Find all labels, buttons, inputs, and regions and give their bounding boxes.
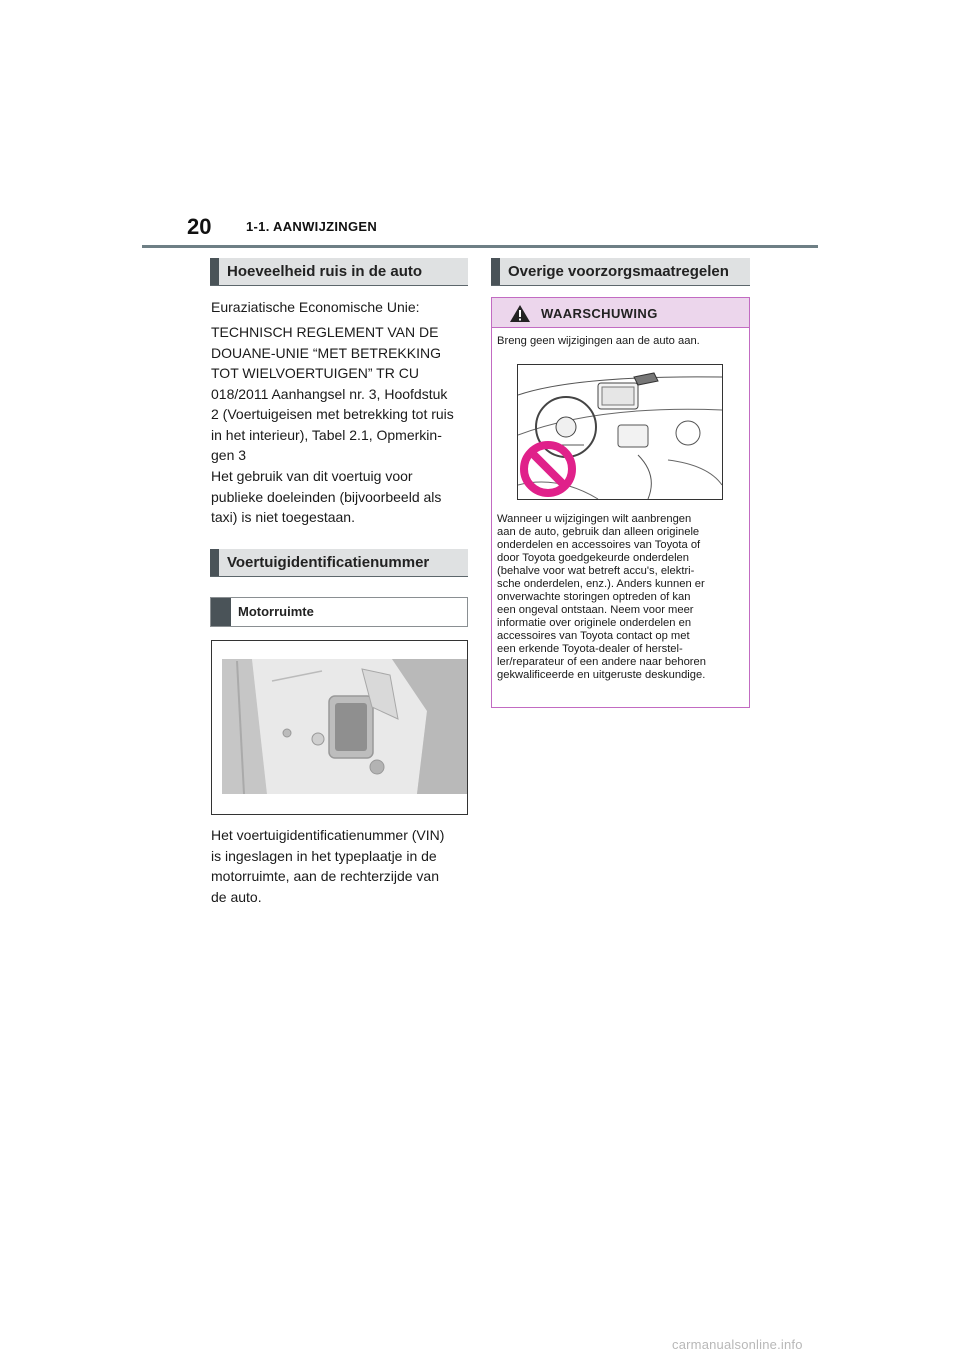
text-line: in het interieur), Tabel 2.1, Opmerkin- [211,426,442,443]
warning-intro: Breng geen wijzigingen aan de auto aan. [497,335,700,347]
text-line: 018/2011 Aanhangsel nr. 3, Hoofdstuk [211,385,448,402]
section-heading-precautions [491,258,750,286]
paragraph-union: Euraziatische Economische Unie: [211,299,420,315]
text-line: gekwalificeerde en uitgeruste deskundige. [497,669,706,681]
text-line: publieke doeleinden (bijvoorbeeld als [211,488,442,505]
page-number: 20 [187,214,212,239]
watermark: carmanualsonline.info [672,1337,803,1352]
no-modification-figure [517,364,723,500]
text-line: Het voertuigidentificatienummer (VIN) [211,827,445,843]
warning-body [497,513,743,682]
text-line: door Toyota goedgekeurde onderdelen [497,552,689,564]
text-line: TOT WIELVOERTUIGEN” TR CU [211,365,419,381]
paragraph-usage [211,466,473,528]
section-heading-bar [210,549,219,576]
warning-label: WAARSCHUWING [541,306,658,321]
text-line: motorruimte, aan de rechterzijde van [211,868,439,884]
text-line: is ingeslagen in het typeplaatje in de [211,847,437,864]
text-line: DOUANE-UNIE “MET BETREKKING [211,344,441,361]
section-heading-noise [210,258,468,286]
header-divider [142,245,818,248]
text-line: sche onderdelen, enz.). Anders kunnen er [497,578,705,590]
text-line: taxi) is niet toegestaan. [211,509,355,525]
dashboard-illustration [518,365,722,499]
chapter-title: 1-1. AANWIJZINGEN [246,219,378,234]
text-line: een erkende Toyota-dealer of herstel- [497,643,683,655]
paragraph-vin-location [211,825,473,907]
warning-box [491,297,750,708]
subheading-bar [211,598,231,626]
engine-bay-figure [211,640,468,815]
engine-bay-illustration [212,641,467,814]
text-line: Het gebruik van dit voertuig voor [211,468,413,484]
section-heading-title: Hoeveelheid ruis in de auto [227,263,423,280]
subheading-title: Motorruimte [238,604,314,619]
section-heading-bar [210,258,219,285]
paragraph-regulation [211,322,473,466]
text-line: Wanneer u wijzigingen wilt aanbrengen [497,513,692,525]
text-line: 2 (Voertuigeisen met betrekking tot ruis [211,406,454,422]
section-heading-title: Voertuigidentificatienummer [227,554,430,571]
text-line: ler/reparateur of een andere naar behoren [497,656,706,668]
text-line: de auto. [211,888,262,905]
text-line: een ongeval ontstaan. Neem voor meer [497,604,694,616]
section-heading-bar [491,258,500,285]
text-line: aan de auto, gebruik dan alleen originele [497,526,700,538]
warning-triangle-icon [509,304,531,323]
section-heading-vin [210,549,468,577]
text-line: informatie over originele onderdelen en [497,617,692,629]
text-line: accessoires van Toyota contact op met [497,630,690,642]
text-line: gen 3 [211,447,247,463]
warning-header [492,298,749,328]
text-line: onverwachte storingen optreden of kan [497,591,691,603]
text-line: (behalve voor wat betreft accu's, elektri- [497,565,695,577]
text-line: onderdelen en accessoires van Toyota of [497,539,701,551]
text-line: TECHNISCH REGLEMENT VAN DE [211,324,439,340]
section-heading-title: Overige voorzorgsmaatregelen [508,263,729,280]
subheading-engine-bay [210,597,468,627]
